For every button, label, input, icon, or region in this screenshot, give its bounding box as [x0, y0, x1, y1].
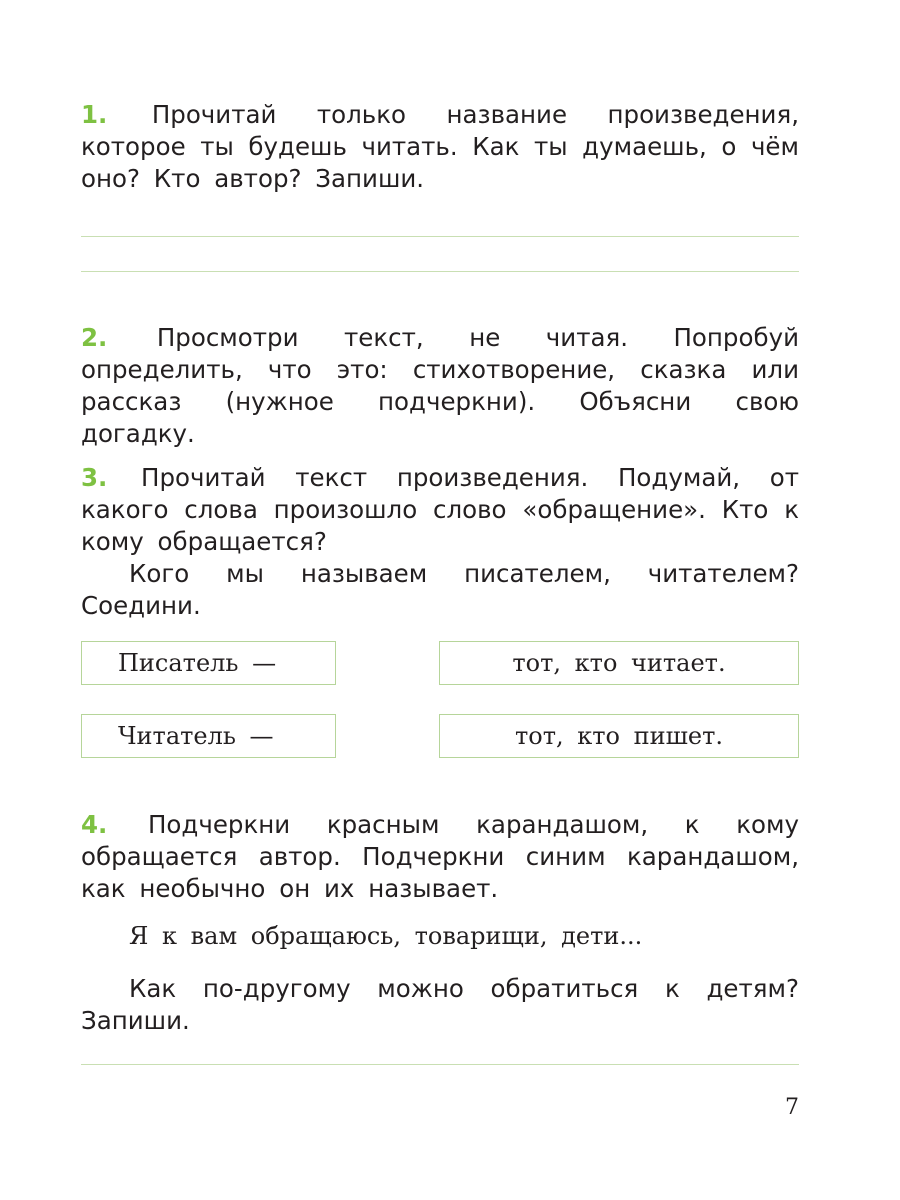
task-3-instruction — [81, 462, 799, 558]
match-right-box-1[interactable] — [439, 641, 799, 685]
task-4-quote: Я к вам обращаюсь, товарищи, дети... — [129, 922, 643, 950]
task-1 — [81, 99, 799, 195]
task-4-subtext: Как по-другому можно обратиться к детям? Запиши. — [81, 974, 799, 1035]
workbook-page — [81, 0, 799, 1200]
match-left-box-2[interactable] — [81, 714, 336, 758]
task-4-followup — [81, 973, 799, 1037]
task-2 — [81, 322, 799, 450]
page-number: 7 — [785, 1095, 799, 1120]
match-right-label-2: тот, кто пишет. — [514, 722, 724, 750]
task-3-number: 3. — [81, 463, 108, 492]
task-2-number: 2. — [81, 323, 108, 352]
task-2-instruction — [81, 322, 799, 450]
task-3 — [81, 462, 799, 622]
task-4 — [81, 809, 799, 905]
task-4-number: 4. — [81, 810, 108, 839]
match-left-label-2: Читатель — — [118, 722, 274, 750]
task-2-text: Просмотри текст, не читая. Попробуй определить, что это: стихотворение, сказка или рассказ (нужное подчеркни). Объясни свою догадку. — [81, 323, 800, 448]
task-1-text: Прочитай только название произведения, которое ты будешь читать. Как ты думаешь, о чём оно? Кто автор? Запиши. — [81, 100, 800, 193]
answer-line-1[interactable] — [81, 236, 799, 237]
task-1-instruction — [81, 99, 799, 195]
task-3-text: Прочитай текст произведения. Подумай, от какого слова произошло слово «обращение». Кто к кому обращается? — [81, 463, 799, 556]
task-4-instruction — [81, 809, 799, 905]
match-right-label-1: тот, кто читает. — [512, 649, 726, 677]
task-1-number: 1. — [81, 100, 108, 129]
task-4-text: Подчеркни красным карандашом, к кому обращается автор. Подчеркни синим карандашом, как необычно он их называет. — [81, 810, 799, 903]
answer-line-2[interactable] — [81, 271, 799, 272]
match-right-box-2[interactable] — [439, 714, 799, 758]
match-left-label-1: Писатель — — [118, 649, 277, 677]
match-left-box-1[interactable] — [81, 641, 336, 685]
task-3-subtext: Кого мы называем писателем, читателем? Соедини. — [81, 559, 799, 620]
answer-line-3[interactable] — [81, 1064, 799, 1065]
